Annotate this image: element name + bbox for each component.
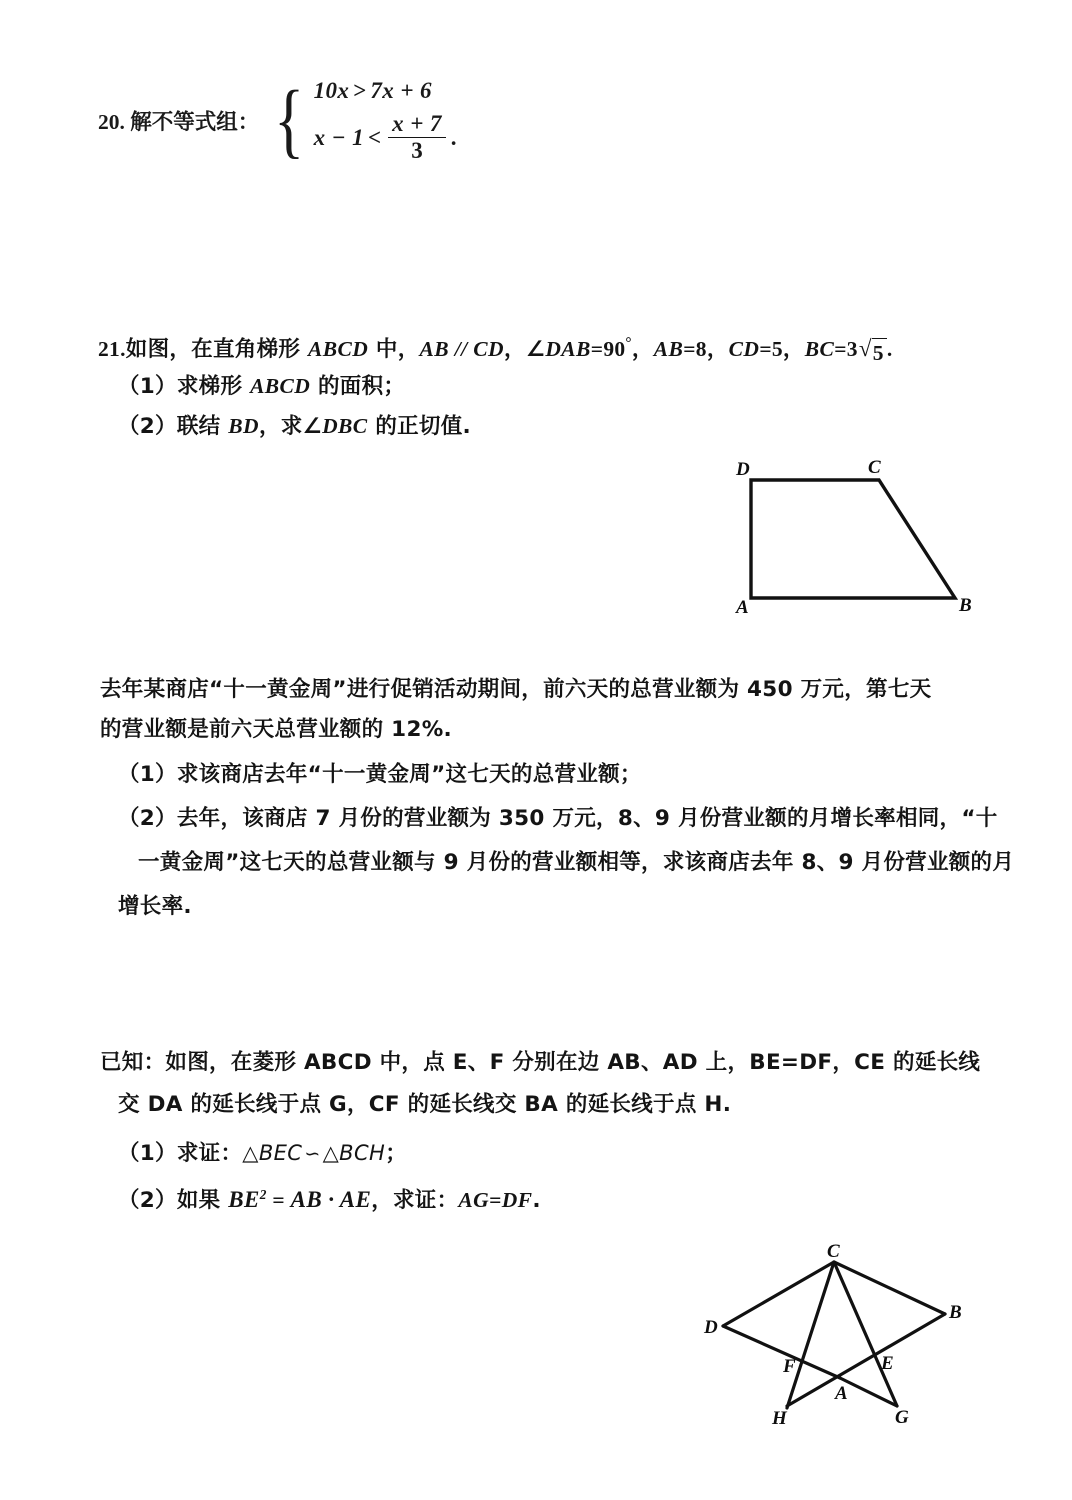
p23-sub1-text-a: 求证： <box>176 1141 243 1166</box>
problem-20-stem: 解不等式组： <box>130 110 260 136</box>
p21-sub2-text-b: ，求∠ <box>258 414 323 439</box>
inequality-2 <box>314 112 457 163</box>
p21-bc: BC <box>804 337 835 362</box>
p21-text-1: 如图，在直角梯形 <box>125 337 308 363</box>
problem-22-line-1 <box>100 677 931 704</box>
p21-angle-name: DAB <box>545 337 591 362</box>
problem-21-intro <box>98 334 893 367</box>
p21-sub1-shape: ABCD <box>250 374 311 398</box>
p21-angle-value: =90 <box>590 337 626 362</box>
p21-ab-value: =8 <box>683 337 707 362</box>
problem-23-sub-1 <box>118 1140 407 1168</box>
ineq2-lhs: x − 1 <box>313 124 365 150</box>
p23-triangle-bec: △BEC <box>242 1141 303 1165</box>
fraction-numerator: x + 7 <box>392 111 442 136</box>
p21-text-2: 中， <box>368 337 420 363</box>
p21-text-4: ， <box>631 337 654 363</box>
problem-20-number: 20. <box>98 110 125 135</box>
p21-sub1-text-b: 的面积； <box>310 374 406 399</box>
p23-sub1-tag: （1） <box>118 1141 177 1166</box>
inequality-1 <box>314 78 457 104</box>
p21-cd-value: =5 <box>759 337 783 362</box>
ineq2-fraction <box>388 112 446 163</box>
p23-sub2-text-a: 如果 <box>176 1188 229 1213</box>
p21-bc-value: =3 <box>834 337 858 362</box>
p23-conclusion-ag-df: AG=DF <box>458 1188 533 1212</box>
rhombus-label-h: H <box>772 1408 787 1429</box>
p22-number-and-text: 去年某商店“十一黄金周”进行促销活动期间，前六天的总营业额为 450 万元，第七天 <box>100 677 932 702</box>
problem-23-line-2: 交 DA 的延长线于点 G，CF 的延长线交 BA 的延长线于点 H. <box>118 1092 732 1117</box>
p23-be-exponent: 2 <box>259 1186 267 1202</box>
p23-be-term: BE <box>228 1187 260 1212</box>
p23-sub2-text-b: ，求证： <box>371 1188 459 1213</box>
p21-sub2-text-c: 的正切值. <box>367 414 471 439</box>
p23-sub2-tag: （2） <box>118 1188 177 1213</box>
figure-rhombus-abcd <box>690 1235 1010 1460</box>
problem-21-sub-1 <box>118 373 405 401</box>
p21-text-3: ，∠ <box>503 337 546 363</box>
p23-equals: = <box>266 1188 291 1212</box>
problem-23-line-1: 已知：如图，在菱形 ABCD 中，点 E、F 分别在边 AB、AD 上，BE=DF，CE 的延长线 <box>100 1050 981 1075</box>
p21-radicand: 5 <box>872 338 887 367</box>
p21-sub1-tag: （1） <box>118 374 177 399</box>
similar-symbol-icon: ∽ <box>304 1143 321 1165</box>
problem-20 <box>98 73 457 167</box>
trapezoid-label-d: D <box>736 459 750 480</box>
trapezoid-label-b: B <box>959 595 972 616</box>
problem-22-line-4: （2）去年，该商店 7 月份的营业额为 350 万元，8、9 月份营业额的月增长率相同，“十 <box>118 806 998 831</box>
segment-ag <box>840 1378 897 1406</box>
p21-sub2-angle-dbc: DBC <box>322 414 368 438</box>
problem-23-sub-2 <box>118 1186 541 1215</box>
ineq1-lhs: 10x <box>313 78 350 103</box>
p21-text-6: ， <box>782 337 805 363</box>
p21-sub2-tag: （2） <box>118 414 177 439</box>
problem-21-number: 21. <box>98 337 126 362</box>
rhombus-label-g: G <box>895 1407 909 1428</box>
p21-sub2-text-a: 联结 <box>176 414 229 439</box>
problem-22-line-2: 的营业额是前六天总营业额的 12%. <box>100 717 453 742</box>
p21-shape-abcd: ABCD <box>307 337 369 362</box>
problem-22-line-5: 一黄金周”这七天的总营业额与 9 月份的营业额相等，求该商店去年 8、9 月份营业额的月 <box>138 850 1015 875</box>
degree-symbol-icon: ° <box>625 335 632 352</box>
p23-sub2-text-c: . <box>532 1188 541 1213</box>
trapezoid-label-c: C <box>868 457 881 478</box>
ineq2-op: < <box>368 124 382 150</box>
p21-sub2-segment-bd: BD <box>228 414 259 438</box>
rhombus-label-d: D <box>704 1317 718 1338</box>
system-brace: { <box>274 73 305 167</box>
p21-cd: CD <box>728 337 760 362</box>
p21-parallel-condition: AB // CD <box>419 337 504 362</box>
figure-trapezoid-abcd <box>700 445 1000 635</box>
inequality-system <box>314 78 457 163</box>
rhombus-label-a: A <box>835 1383 848 1404</box>
ineq1-rhs: 7x + 6 <box>370 78 432 103</box>
trapezoid-outline <box>751 480 955 598</box>
rhombus-label-e: E <box>881 1353 894 1374</box>
problem-22-line-6: 增长率. <box>118 894 192 919</box>
p21-period: . <box>886 337 893 362</box>
p23-sub1-text-b: ； <box>385 1141 408 1166</box>
rhombus-svg <box>690 1235 1010 1460</box>
problem-21-sub-2 <box>118 413 471 441</box>
side-cb <box>834 1262 945 1314</box>
problem-22-line-3: （1）求该商店去年“十一黄金周”这七天的总营业额； <box>118 762 642 787</box>
side-da-extended <box>723 1326 840 1378</box>
ineq2-period: . <box>450 124 457 150</box>
p23-ab-ae-product: AB · AE <box>290 1187 372 1212</box>
rhombus-label-b: B <box>949 1302 962 1323</box>
p21-text-5: ， <box>706 337 729 363</box>
p21-ab: AB <box>653 337 684 362</box>
p21-sub1-text-a: 求梯形 <box>176 374 251 399</box>
ineq1-op: > <box>353 78 367 103</box>
rhombus-label-f: F <box>783 1356 796 1377</box>
square-root-icon: √ 5 <box>859 337 887 367</box>
p23-triangle-bch: △BCH <box>322 1141 386 1165</box>
trapezoid-label-a: A <box>736 597 749 618</box>
fraction-denominator: 3 <box>411 138 423 164</box>
rhombus-label-c: C <box>827 1241 840 1262</box>
